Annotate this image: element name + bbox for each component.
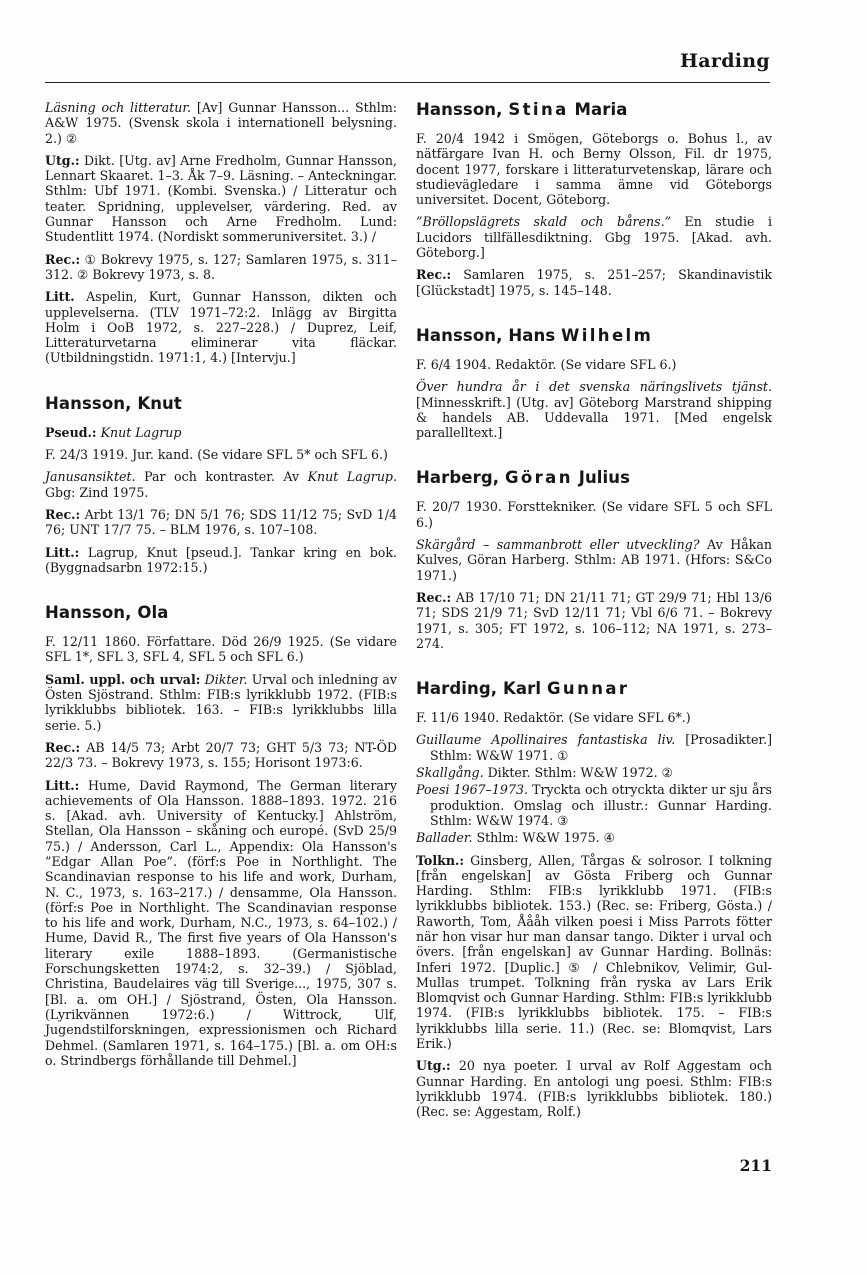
litt-paragraph: Litt.: Lagrup, Knut [pseud.]. Tankar kring en bok. (Byggnadsarbn 1972:15.) xyxy=(45,544,397,575)
rec-paragraph: Rec.: Samlaren 1975, s. 251–257; Skandinavistik [Glückstadt] 1975, s. 145–148. xyxy=(416,267,772,298)
entry-heading: Hansson, Knut xyxy=(45,393,182,413)
work-citation: ”Bröllopslägrets skald och bårens.” En studie i Lucidors tillfällesdiktning. Gbg 1975. [Akad. avh. Göteborg.] xyxy=(416,214,772,261)
entry-heading: Hansson, Stina Maria xyxy=(416,100,628,119)
entry-hansson-knut xyxy=(45,394,397,575)
entry-harding-karl xyxy=(416,679,772,1119)
work-citation: Skallgång. Dikter. Sthlm: W&W 1972. ② xyxy=(416,765,673,781)
work-citation: Guillaume Apollinaires fantastiska liv. [Prosadikter.] Sthlm: W&W 1971. ① xyxy=(416,732,772,763)
page-number: 211 xyxy=(739,1156,772,1175)
tolkn-paragraph: Tolkn.: Ginsberg, Allen, Tårgas & solrosor. I tolkning [från engelskan] av Gösta Friberg och Gunnar Harding. Sthlm: FIB:s lyrikklubb 1971. (FIB:s lyrikklubbs bibliotek. 153.) (Rec. se: Friberg, Gösta.) / Raworth, Tom, Åååh vilken poesi i Miss Parrots fötter när hon visar hur man dansar tango. Dikter i urval och övers. [från engelskan] av Gunnar Harding. Bollnäs: Inferi 1972. [Duplic.] ⑤ / Chlebnikov, Velimir, Gul-Mullas trumpet. Tolkning från ryska av Lars Erik Blomqvist och Gunnar Harding. Sthlm: FIB:s lyrikklubb 1974. (FIB:s lyrikklubbs bibliotek. 175. – FIB:s lyrikklubbs lilla serie. 11.) (Rec. se: Blomqvist, Lars Erik.) xyxy=(416,852,772,1052)
running-head: Harding xyxy=(680,50,770,72)
work-citation: Över hundra år i det svenska näringslivets tjänst. [Minnesskrift.] (Utg. av] Göteborg Marstrand shipping & handels AB. Uddevalla 1971. [Med engelsk parallelltext.] xyxy=(416,379,772,441)
entry-heading: Harberg, Göran Julius xyxy=(416,468,631,488)
entry-harberg-goran xyxy=(416,468,772,651)
entry-hansson-stina xyxy=(416,100,772,298)
entry-heading: Harding, Karl Gunnar xyxy=(416,679,630,699)
bio-paragraph: F. 20/4 1942 i Smögen, Göteborgs o. Bohus l., av nätfärgare Ivan H. och Berny Olsson, Fil. dr 1975, docent 1977, forskare i litteraturvetenskap, lärare och studievägledare i samma ämne vid Göteborgs universitet. Docent, Göteborg. xyxy=(416,131,772,208)
bio-paragraph: F. 20/7 1930. Forsttekniker. (Se vidare SFL 5 och SFL 6.) xyxy=(416,499,772,530)
entry-continued xyxy=(45,100,397,366)
work-citation: Läsning och litteratur. [Av] Gunnar Hansson... Sthlm: A&W 1975. (Svensk skola i internationell belysning. 2.) ② xyxy=(45,100,397,146)
bio-paragraph: F. 12/11 1860. Författare. Död 26/9 1925. (Se vidare SFL 1*, SFL 3, SFL 4, SFL 5 och SFL 6.) xyxy=(45,634,397,665)
litt-paragraph: Litt. Aspelin, Kurt, Gunnar Hansson, dikten och upplevelserna. (TLV 1971–72:2. Inlägg av Birgitta Holm i OoB 1972, s. 227–228.) / Duprez, Leif, Litteraturvetarna eliminerar vita fläckar. (Utbildningstidn. 1971:1, 4.) [Intervju.] xyxy=(45,289,397,366)
utg-paragraph: Utg.: Dikt. [Utg. av] Arne Fredholm, Gunnar Hansson, Lennart Skaaret. 1–3. Åk 7–9. Läsning. – Anteckningar. Sthlm: Ubf 1971. (Kombi. Svenska.) / Litteratur och teater. Spridning, upplevelser, värdering. Red. av Gunnar Hansson och Arne Fredholm. Lund: Studentlitt 1974. (Nordiskt sommeruniversitet. 3.) / xyxy=(45,152,397,245)
rec-paragraph: Rec.: Arbt 13/1 76; DN 5/1 76; SDS 11/12 75; SvD 1/4 76; UNT 17/7 75. – BLM 1976, s. 107–108. xyxy=(45,506,397,538)
entry-hansson-hans xyxy=(416,326,772,440)
entry-heading: Hansson, Hans Wilhelm xyxy=(416,325,654,345)
litt-paragraph: Litt.: Hume, David Raymond, The German literary achievements of Ola Hansson. 1888–1893. 1972. 216 s. [Akad. avh. University of Kentucky.] Ahlström, Stellan, Ola Hansson – skåning och europé. (SvD 25/9 75.) / Andersson, Carl L., Appendix: Ola Hansson's ”Edgar Allan Poe”. (förf:s Poe in Northlight. The Scandinavian response to his life and work, Durham, N. C., 1973, s. 163–217.) / densamme, Ola Hansson. (förf:s Poe in Northlight. The Scandinavian response to his life and work, Durham, N.C., 1973, s. 64–102.) / Hume, David R., The first five years of Ola Hansson's literary exile 1888–1893. (Germanistische Forschungsketten 1974:2, s. 32–39.) / Sjöblad, Christina, Baudelaires väg till Sverige..., 1975, 307 s. [Bl. a. om OH.] / Sjöstrand, Östen, Ola Hansson. (Lyrikvännen 1972:6.) / Wittrock, Ulf, Jugendstilforskningen, expressionismen och Richard Dehmel. (Samlaren 1971, s. 164–175.) [Bl. a. om OH:s o. Strindbergs förhållande till Dehmel.] xyxy=(45,777,397,1068)
work-citation: Skärgård – sammanbrott eller utveckling? Av Håkan Kulves, Göran Harberg. Sthlm: AB 1971. (Hfors: S&Co 1971.) xyxy=(416,537,772,583)
bio-paragraph: F. 11/6 1940. Redaktör. (Se vidare SFL 6*.) xyxy=(416,710,691,726)
rec-paragraph: Rec.: ① Bokrevy 1975, s. 127; Samlaren 1975, s. 311–312. ② Bokrevy 1973, s. 8. xyxy=(45,251,397,282)
entry-heading: Hansson, Ola xyxy=(45,603,169,623)
bio-paragraph: F. 24/3 1919. Jur. kand. (Se vidare SFL 5* och SFL 6.) xyxy=(45,447,388,463)
rec-paragraph: Rec.: AB 17/10 71; DN 21/11 71; GT 29/9 71; Hbl 13/6 71; SDS 21/9 71; SvD 12/11 71; Vbl 6/6 71. – Bokrevy 1971, s. 305; FT 1972, s. 106–112; NA 1971, s. 273–274. xyxy=(416,589,772,651)
header-rule xyxy=(45,82,770,83)
utg-paragraph: Utg.: 20 nya poeter. I urval av Rolf Aggestam och Gunnar Harding. En antologi ung poesi. Sthlm: FIB:s lyrikklubb 1974. (FIB:s lyrikklubbs bibliotek. 180.) (Rec. se: Aggestam, Rolf.) xyxy=(416,1058,772,1120)
left-column xyxy=(45,100,397,1075)
saml-paragraph: Saml. uppl. och urval: Dikter. Urval och inledning av Östen Sjöstrand. Sthlm: FIB:s lyrikklubb 1972. (FIB:s lyrikklubbs bibliotek. 163. – FIB:s lyrikklubbs lilla serie. 5.) xyxy=(45,671,397,733)
work-citation: Ballader. Sthlm: W&W 1975. ④ xyxy=(416,830,615,846)
right-column xyxy=(416,100,772,1127)
entry-hansson-ola xyxy=(45,603,397,1068)
bio-paragraph: F. 6/4 1904. Redaktör. (Se vidare SFL 6.) xyxy=(416,356,677,372)
rec-paragraph: Rec.: AB 14/5 73; Arbt 20/7 73; GHT 5/3 73; NT-ÖD 22/3 73. – Bokrevy 1973, s. 155; Horisont 1973:6. xyxy=(45,739,397,771)
work-citation: Poesi 1967–1973. Tryckta och otryckta dikter ur sju års produktion. Omslag och illustr.: Gunnar Harding. Sthlm: W&W 1974. ③ xyxy=(416,782,772,828)
work-citation: Janusansiktet. Par och kontraster. Av Knut Lagrup. Gbg: Zind 1975. xyxy=(45,469,397,500)
pseud-paragraph: Pseud.: Knut Lagrup xyxy=(45,424,182,440)
